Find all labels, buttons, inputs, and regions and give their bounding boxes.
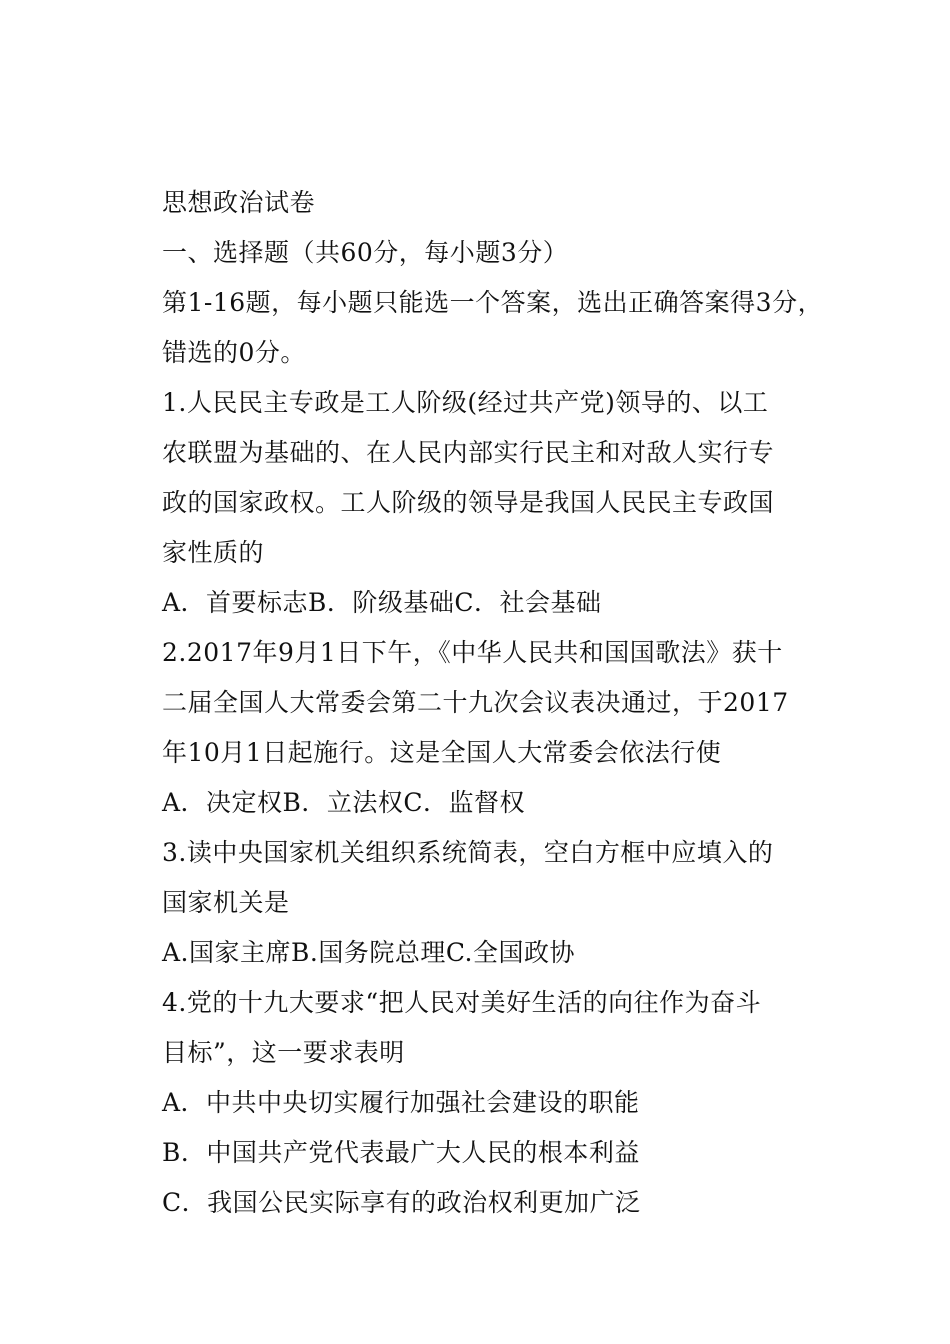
document-body <box>162 178 824 1228</box>
question-2-stem-line: 2.2017年9月1日下午，《中华人民共和国国歌法》获十 <box>162 638 783 667</box>
question-3-stem-line: 3.读中央国家机关组织系统简表，空白方框中应填入的 <box>162 838 774 867</box>
question-2-options: A．决定权B．立法权C．监督权 <box>162 788 526 817</box>
section-heading: 一、选择题（共60分，每小题3分） <box>162 238 569 267</box>
question-4-stem-line: 目标”，这一要求表明 <box>162 1038 405 1067</box>
question-1-stem-line: 家性质的 <box>162 538 265 567</box>
question-1 <box>162 378 812 628</box>
instructions-line-1: 第1-16题，每小题只能选一个答案，选出正确答案得3分， <box>162 288 824 317</box>
question-3-stem-line: 国家机关是 <box>162 888 290 917</box>
question-3-options: A.国家主席B.国务院总理C.全国政协 <box>162 938 576 967</box>
question-4-option-a: A．中共中央切实履行加强社会建设的职能 <box>162 1088 640 1117</box>
question-1-stem-line: 政的国家政权。工人阶级的领导是我国人民民主专政国 <box>162 488 775 517</box>
question-3 <box>162 828 812 978</box>
question-4-stem-line: 4.党的十九大要求“把人民对美好生活的向往作为奋斗 <box>162 988 762 1017</box>
question-2-stem-line: 二届全国人大常委会第二十九次会议表决通过，于2017 <box>162 688 789 717</box>
question-2 <box>162 628 812 828</box>
question-4-option-b: B．中国共产党代表最广大人民的根本利益 <box>162 1138 640 1167</box>
instructions-line-2: 错选的0分。 <box>162 338 306 367</box>
question-2-stem-line: 年10月1日起施行。这是全国人大常委会依法行使 <box>162 738 722 767</box>
document-title: 思想政治试卷 <box>162 188 316 217</box>
question-1-stem-line: 农联盟为基础的、在人民内部实行民主和对敌人实行专 <box>162 438 775 467</box>
question-1-stem-line: 1.人民民主专政是工人阶级(经过共产党)领导的、以工 <box>162 388 769 417</box>
question-4 <box>162 978 812 1228</box>
question-1-options: A．首要标志B．阶级基础C．社会基础 <box>162 588 602 617</box>
question-4-option-c: C．我国公民实际享有的政治权利更加广泛 <box>162 1188 641 1217</box>
